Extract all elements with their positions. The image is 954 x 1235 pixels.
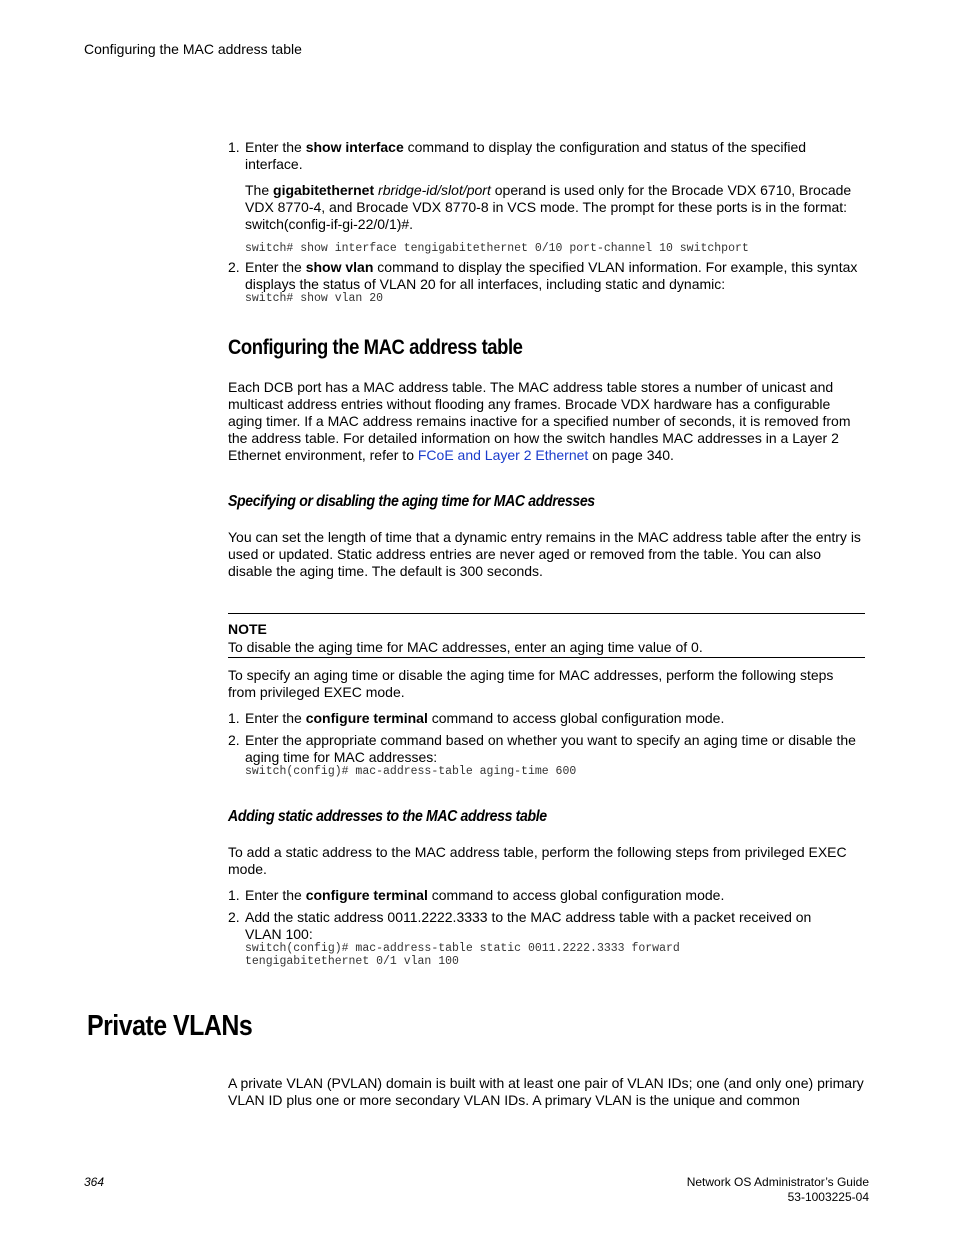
step-text: Enter the show interface command to display the configuration and status of the specified interface. [245, 139, 807, 172]
running-header: Configuring the MAC address table [84, 41, 302, 57]
step-text: Enter the show vlan command to display the specified VLAN information. For example, this syntax displays the status of VLAN 20 for all interfaces, including static and dynamic: [245, 259, 858, 292]
code-example-line: switch(config)# mac-address-table static 0011.2222.3333 forward [245, 942, 680, 955]
step-number: 1. [228, 139, 240, 155]
code-example: switch# show interface tengigabitethernet 0/10 port-channel 10 switchport [245, 242, 749, 255]
code-example: switch(config)# mac-address-table aging-time 600 [245, 765, 577, 778]
command-name: configure terminal [305, 710, 428, 726]
keyword: gigabitethernet [273, 182, 375, 198]
subsection-heading: Specifying or disabling the aging time for MAC addresses [228, 493, 595, 510]
note-top-rule [228, 613, 865, 614]
step-text: Enter the configure terminal command to access global configuration mode. [245, 710, 725, 726]
step-note-paragraph: The gigabitethernet rbridge-id/slot/port operand is used only for the Brocade VDX 6710, Brocade VDX 8770-4, and Brocade VDX 8770-8 in VCS mode. The prompt for these ports is in the format: switch(config-if-gi-22/0/1)#. [245, 182, 852, 232]
step-number: 2. [228, 259, 240, 275]
step-number: 2. [228, 909, 240, 925]
command-name: show interface [305, 139, 404, 155]
operand: rbridge-id/slot/port [378, 182, 491, 198]
note-label: NOTE [228, 621, 267, 637]
command-name: show vlan [305, 259, 374, 275]
code-example: switch# show vlan 20 [245, 292, 384, 305]
page-number: 364 [84, 1175, 105, 1189]
section-paragraph: To add a static address to the MAC address table, perform the following steps from privileged EXEC mode. [228, 844, 847, 877]
section-paragraph: A private VLAN (PVLAN) domain is built with at least one pair of VLAN IDs; one (and only one) primary VLAN ID plus one or more secondary VLAN IDs. A primary VLAN is the unique and common [228, 1075, 864, 1108]
chapter-section-heading: Private VLANs [87, 1010, 253, 1042]
step-text: Add the static address 0011.2222.3333 to the MAC address table with a packet received on VLAN 100: [245, 909, 812, 942]
step-number: 1. [228, 887, 240, 903]
section-paragraph: To specify an aging time or disable the aging time for MAC addresses, perform the following steps from privileged EXEC mode. [228, 667, 834, 700]
step-text: Enter the appropriate command based on whether you want to specify an aging time or disable the aging time for MAC addresses: [245, 732, 856, 765]
step-text: Enter the configure terminal command to access global configuration mode. [245, 887, 725, 903]
section-heading: Configuring the MAC address table [228, 336, 523, 359]
note-text: To disable the aging time for MAC addresses, enter an aging time value of 0. [228, 639, 703, 655]
cross-reference-link[interactable]: FCoE and Layer 2 Ethernet [417, 447, 589, 463]
doc-number: 53-1003225-04 [787, 1190, 869, 1204]
step-number: 1. [228, 710, 240, 726]
step-number: 2. [228, 732, 240, 748]
subsection-heading: Adding static addresses to the MAC address table [228, 808, 547, 825]
note-bottom-rule [228, 657, 865, 658]
section-paragraph: Each DCB port has a MAC address table. The MAC address table stores a number of unicast and multicast address entries without flooding any frames. Brocade VDX hardware has a configurable aging timer. If a MAC address remains inactive for a specified number of seconds, it is removed from the address table. For detailed information on how the switch handles MAC addresses in a Layer 2 Ethernet environment, refer to FCoE and Layer 2 Ethernet on page 340. [228, 379, 851, 463]
command-name: configure terminal [305, 887, 428, 903]
guide-title: Network OS Administrator’s Guide [686, 1175, 869, 1189]
section-paragraph: You can set the length of time that a dynamic entry remains in the MAC address table after the entry is used or updated. Static address entries are never aged or removed from the table. You can also disable the aging time. The default is 300 seconds. [228, 529, 861, 579]
code-example-line: tengigabitethernet 0/1 vlan 100 [245, 955, 459, 968]
